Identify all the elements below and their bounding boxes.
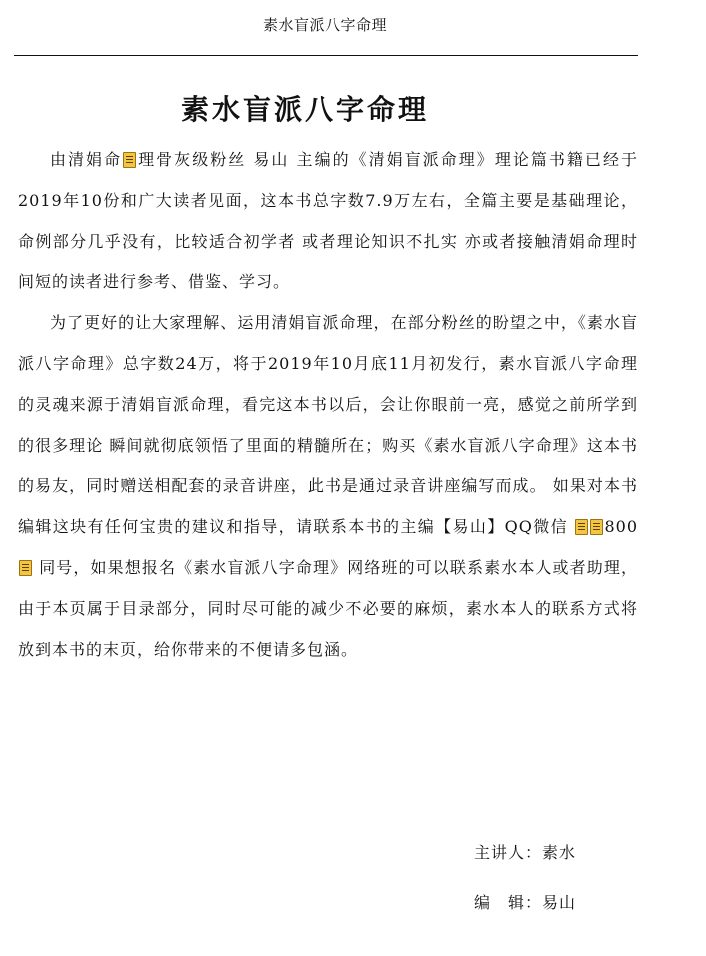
paragraph-1 <box>18 140 638 303</box>
note-icon[interactable] <box>575 519 588 535</box>
note-icon[interactable] <box>19 560 32 576</box>
document-title: 素水盲派八字命理 <box>180 93 429 126</box>
signature-editor: 编 辑：易山 <box>474 893 577 912</box>
paragraph-1-part-1: 由清娟命 <box>50 150 123 169</box>
paragraph-2 <box>18 303 638 670</box>
document-body <box>18 140 638 670</box>
note-icon[interactable] <box>123 152 136 168</box>
running-header: 素水盲派八字命理 <box>262 16 387 34</box>
paragraph-2-number: 800 <box>604 517 638 537</box>
signature-speaker: 主讲人：素水 <box>474 843 577 862</box>
note-icon[interactable] <box>590 519 603 535</box>
paragraph-2-part-1: 为了更好的让大家理解、运用清娟盲派命理，在部分粉丝的盼望之中，《素水盲派八字命理》总字数24万，将于2019年10月底11月初发行，素水盲派八字命理的灵魂来源于清娟盲派命理，看完这本书以后，会让你眼前一亮，感觉之前所学到的很多理论 瞬间就彻底领悟了里面的精髓所在；购买《素水盲派八字命理》这本书的易友，同时赠送相配套的录音讲座，此书是通过录音讲座编写而成。 如果对本书编辑这块有任何宝贵的建议和指导，请联系本书的主编【易山】QQ微信 <box>18 313 638 537</box>
paragraph-2-part-3: 同号，如果想报名《素水盲派八字命理》网络班的可以联系素水本人或者助理，由于本页属于目录部分，同时尽可能的减少不必要的麻烦，素水本人的联系方式将放到本书的末页，给你带来的不便请多包涵。 <box>18 557 638 659</box>
paragraph-1-part-2: 理骨灰级粉丝 易山 主编的《清娟盲派命理》理论篇书籍已经于2019年10份和广大读者见面，这本书总字数7.9万左右，全篇主要是基础理论，命例部分几乎没有，比较适合初学者 或者理论知识不扎实 亦或者接触清娟命理时间短的读者进行参考、借鉴、学习。 <box>18 150 638 292</box>
header-rule <box>14 55 638 56</box>
